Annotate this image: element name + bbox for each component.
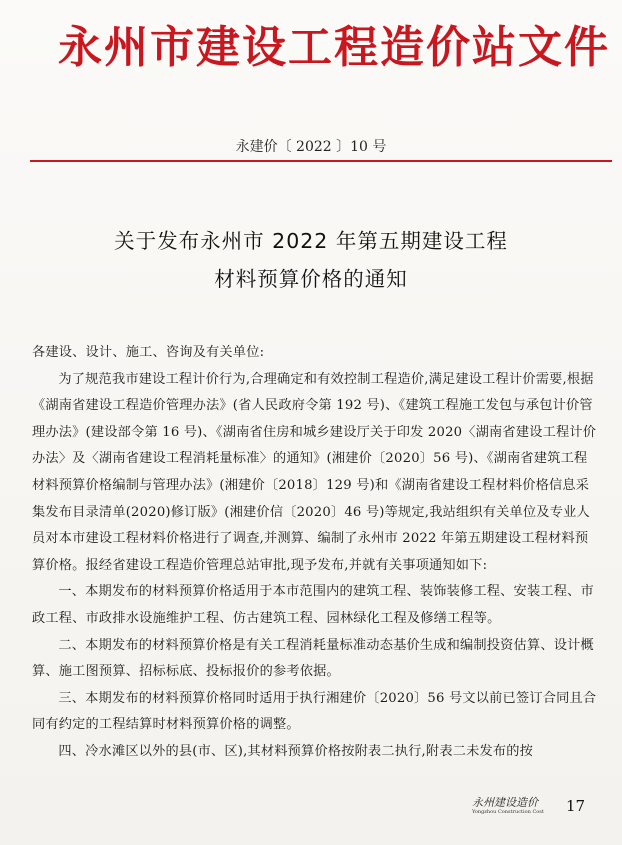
document-header-title: 永州市建设工程造价站文件 [58,22,610,73]
body-item-4: 四、冷水滩区以外的县(市、区),其材料预算价格按附表二执行,附表二未发布的按 [58,743,534,759]
notice-body [32,340,598,766]
notice-title-line1: 关于发布永州市 2022 年第五期建设工程 [114,229,508,253]
header-divider-line [30,160,612,162]
footer-logo-subtext: Yongzhou Construction Cost [472,809,544,815]
body-item-2: 二、本期发布的材料预算价格是有关工程消耗量标准动态基价生成和编制投资估算、设计概算、施工图预算、招标标底、投标报价的参考依据。 [32,637,594,680]
body-paragraph-intro: 为了规范我市建设工程计价行为,合理确定和有效控制工程造价,满足建设工程计价需要,根据《湖南省建设工程造价管理办法》(省人民政府令第 192 号)、《建筑工程施工发包与承包计价管理办法》(建设部令第 16 号)、《湖南省住房和城乡建设厅关于印发 2020〈湖南省建设工程计价办法〉及〈湖南省建设工程消耗量标准〉的通知》(湘建价〔2020〕56 号)、《湖南省建筑工程材料预算价格编制与管理办法》(湘建价〔2018〕129 号)和《湖南省建设工程材料价格信息采集发布目录清单(2020)修订版》(湘建价信〔2020〕46 号)等规定,我站组织有关单位及专业人员对本市建设工程材料价格进行了调查,并测算、编制了永州市 2022 年第五期建设工程材料预算价格。报经省建设工程造价管理总站审批,现予发布,并就有关事项通知如下: [32,371,597,573]
notice-title-line2: 材料预算价格的通知 [214,267,408,291]
page-number: 17 [566,797,586,815]
body-item-1: 一、本期发布的材料预算价格适用于本市范围内的建筑工程、装饰装修工程、安装工程、市政工程、市政排水设施维护工程、仿古建筑工程、园林绿化工程及修缮工程等。 [32,584,594,626]
document-number: 永建价〔 2022 〕10 号 [235,139,387,155]
footer-logo: 永州建设造价 [472,796,538,809]
body-item-3: 三、本期发布的材料预算价格同时适用于执行湘建价〔2020〕56 号文以前已签订合同且合同有约定的工程结算时材料预算价格的调整。 [32,690,597,733]
salutation: 各建设、设计、施工、咨询及有关单位: [32,345,265,360]
